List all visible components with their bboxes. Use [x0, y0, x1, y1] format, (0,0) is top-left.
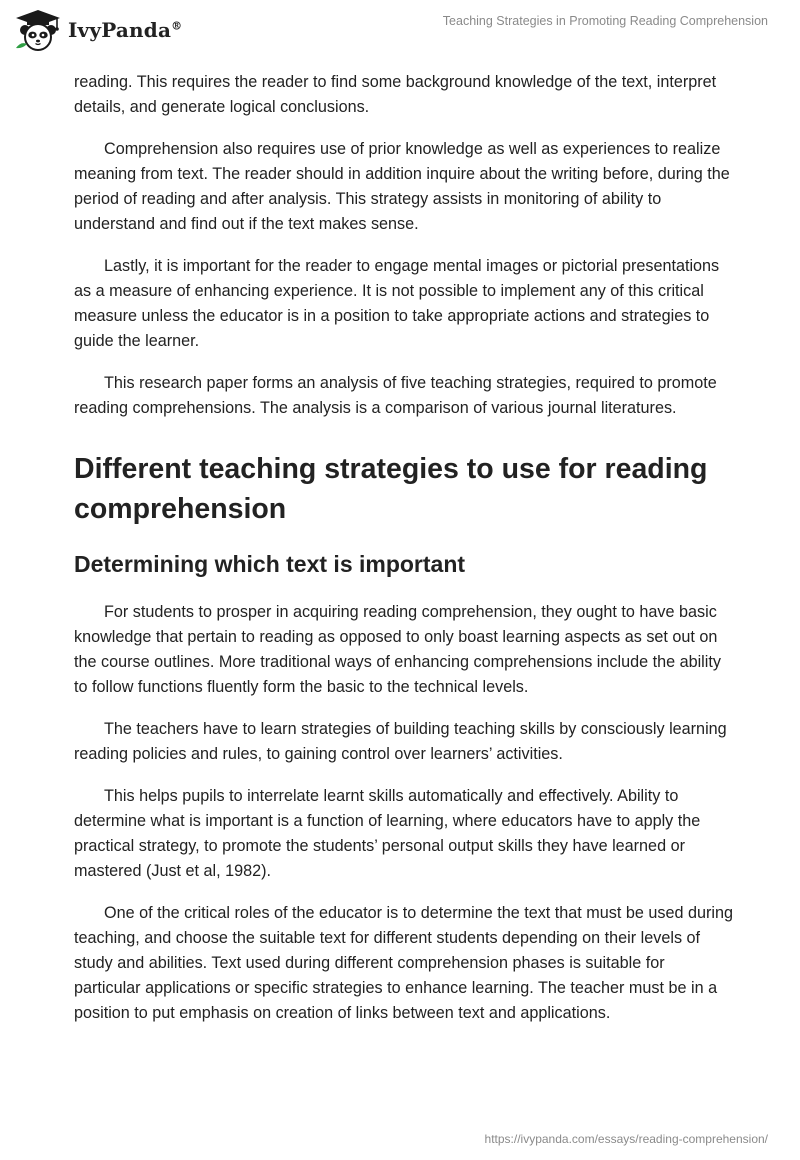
source-url[interactable]: https://ivypanda.com/essays/reading-comprehension/: [484, 1132, 768, 1146]
paragraph: This helps pupils to interrelate learnt skills automatically and effectively. Ability to determine what is important is a function of learning, where educators have to apply the practical strategy, to promote the students’ personal output skills they have learned or mastered (Just et al, 1982).: [74, 787, 701, 880]
document-title: Teaching Strategies in Promoting Reading Comprehension: [442, 14, 768, 28]
brand-name: IvyPanda®: [68, 18, 183, 42]
subsection-heading: Determining which text is important: [74, 551, 466, 577]
paragraph: This research paper forms an analysis of five teaching strategies, required to promote reading comprehensions. The analysis is a comparison of various journal literatures.: [74, 374, 717, 417]
section-heading: Different teaching strategies to use for reading comprehension: [74, 453, 708, 525]
panda-graduate-icon: [14, 8, 62, 52]
ivypanda-logo[interactable]: [14, 8, 182, 52]
paragraph: Comprehension also requires use of prior knowledge as well as experiences to realize meaning from text. The reader should in addition inquire about the writing before, during the period of reading and after analysis. This strategy assists in monitoring of ability to understand and find out if the text makes sense.: [74, 140, 730, 233]
page-header: [0, 0, 800, 62]
paragraph: One of the critical roles of the educator is to determine the text that must be used during teaching, and choose the suitable text for different students depending on their levels of study and abilities. Text used during different comprehension phases is suitable for particular applications or specific strategies to enhance learning. The teacher must be in a position to put emphasis on creation of links between text and applications.: [74, 904, 733, 1022]
article-body: [74, 70, 734, 1043]
paragraph: The teachers have to learn strategies of building teaching skills by consciously learning reading policies and rules, to gaining control over learners’ activities.: [74, 720, 727, 763]
paragraph: For students to prosper in acquiring reading comprehension, they ought to have basic knowledge that pertain to reading as opposed to only boast learning aspects as set out on the course outlines. More traditional ways of enhancing comprehensions include the ability to follow functions fluently form the basic to the technical levels.: [74, 603, 721, 696]
paragraph: reading. This requires the reader to find some background knowledge of the text, interpret details, and generate logical conclusions.: [74, 73, 717, 116]
paragraph: Lastly, it is important for the reader to engage mental images or pictorial presentations as a measure of enhancing experience. It is not possible to implement any of this critical measure unless the educator is in a position to take appropriate actions and strategies to guide the learner.: [74, 257, 720, 350]
